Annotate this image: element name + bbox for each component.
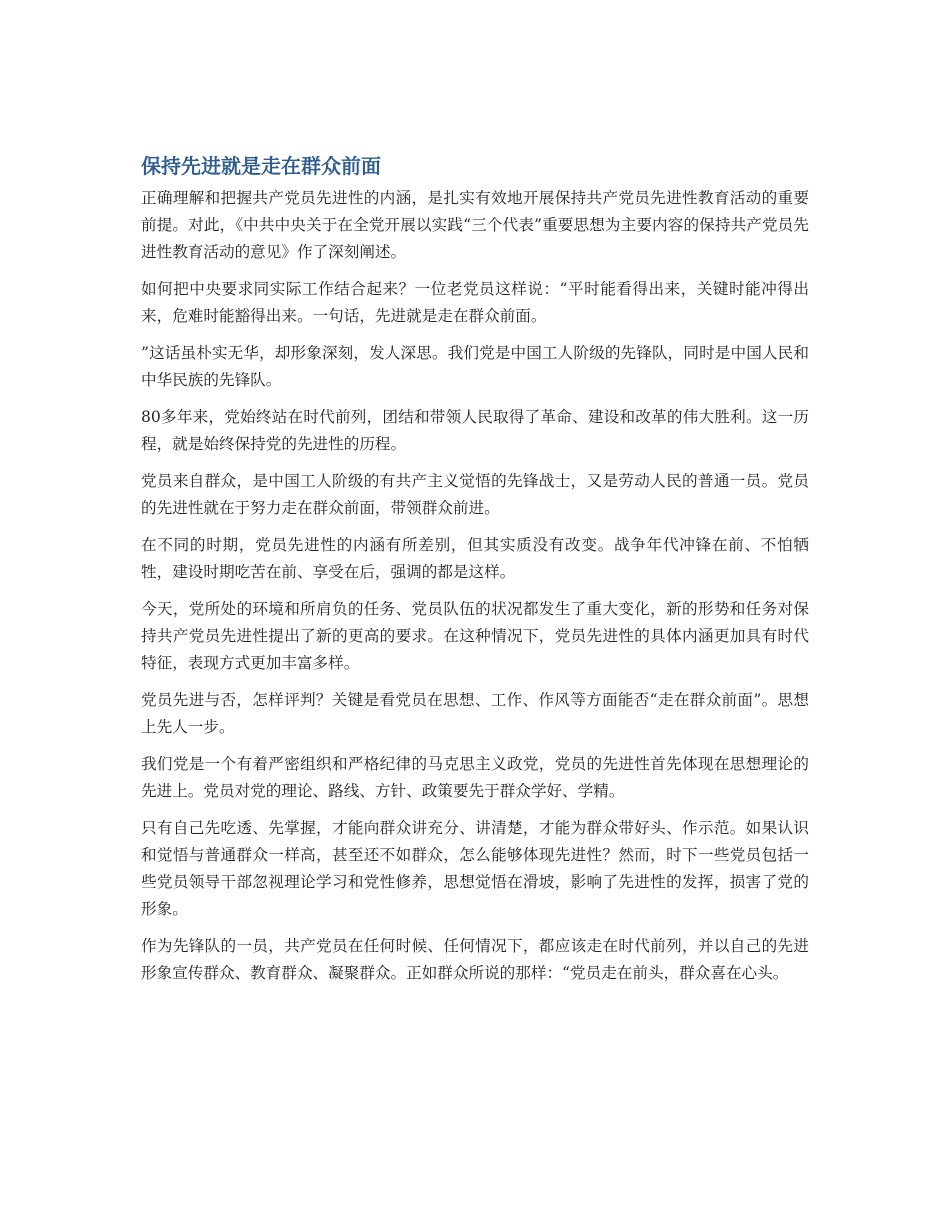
paragraph-1: 正确理解和把握共产党员先进性的内涵，是扎实有效地开展保持共产党员先进性教育活动的重要前提。对此，《中共中央关于在全党开展以实践“三个代表”重要思想为主要内容的保持共产党员先进性教育活动的意见》作了深刻阐述。	[141, 189, 809, 261]
paragraph-9: 我们党是一个有着严密组织和严格纪律的马克思主义政党，党员的先进性首先体现在思想理论的先进上。党员对党的理论、路线、方针、政策要先于群众学好、学精。	[141, 755, 809, 800]
paragraph-6: 在不同的时期，党员先进性的内涵有所差别，但其实质没有改变。战争年代冲锋在前、不怕牺牲，建设时期吃苦在前、享受在后，强调的都是这样。	[141, 536, 809, 581]
document-title: 保持先进就是走在群众前面	[141, 154, 381, 178]
paragraph-8: 党员先进与否，怎样评判？关键是看党员在思想、工作、作风等方面能否“走在群众前面”。思想上先人一步。	[141, 691, 809, 736]
document-body	[141, 151, 809, 997]
paragraph-5: 党员来自群众，是中国工人阶级的有共产主义觉悟的先锋战士，又是劳动人民的普通一员。党员的先进性就在于努力走在群众前面，带领群众前进。	[141, 472, 809, 517]
paragraph-11: 作为先锋队的一员，共产党员在任何时候、任何情况下，都应该走在时代前列，并以自己的先进形象宣传群众、教育群众、凝聚群众。正如群众所说的那样：“党员走在前头，群众喜在心头。	[141, 937, 809, 982]
paragraph-7: 今天，党所处的环境和所肩负的任务、党员队伍的状况都发生了重大变化，新的形势和任务对保持共产党员先进性提出了新的更高的要求。在这种情况下，党员先进性的具体内涵更加具有时代特征，表现方式更加丰富多样。	[141, 600, 809, 672]
paragraph-10: 只有自己先吃透、先掌握，才能向群众讲充分、讲清楚，才能为群众带好头、作示范。如果认识和觉悟与普通群众一样高，甚至还不如群众，怎么能够体现先进性？然而，时下一些党员包括一些党员领导干部忽视理论学习和党性修养，思想觉悟在滑坡，影响了先进性的发挥，损害了党的形象。	[141, 819, 809, 918]
paragraph-3: ”这话虽朴实无华，却形象深刻，发人深思。我们党是中国工人阶级的先锋队，同时是中国人民和中华民族的先锋队。	[141, 344, 809, 389]
paragraph-4: 80多年来，党始终站在时代前列，团结和带领人民取得了革命、建设和改革的伟大胜利。这一历程，就是始终保持党的先进性的历程。	[141, 408, 809, 453]
paragraph-2: 如何把中央要求同实际工作结合起来？一位老党员这样说：“平时能看得出来，关键时能冲得出来，危难时能豁得出来。一句话，先进就是走在群众前面。	[141, 280, 809, 325]
